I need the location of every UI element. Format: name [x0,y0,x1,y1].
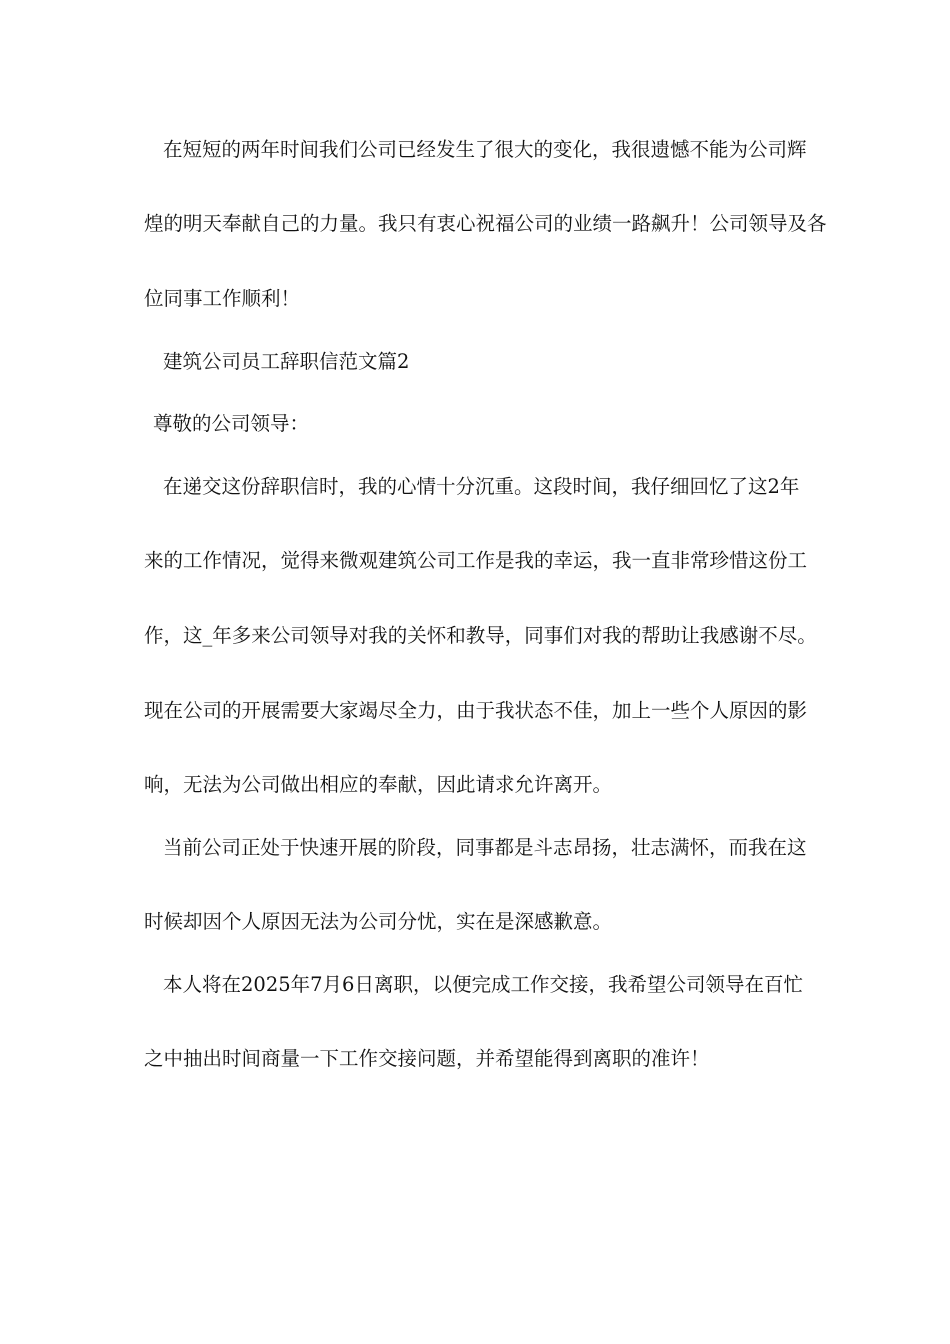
paragraph-2-line-1: 在递交这份辞职信时，我的心情十分沉重。这段时间，我仔细回忆了这2年 [163,475,800,498]
paragraph-1-line-1: 在短短的两年时间我们公司已经发生了很大的变化，我很遗憾不能为公司辉 [163,138,807,161]
paragraph-3-line-2: 时候却因个人原因无法为公司分忧，实在是深感歉意。 [144,910,613,933]
paragraph-4-line-2: 之中抽出时间商量一下工作交接问题，并希望能得到离职的准许！ [144,1047,710,1070]
paragraph-2-line-2: 来的工作情况，觉得来微观建筑公司工作是我的幸运，我一直非常珍惜这份工 [144,549,808,572]
paragraph-1-line-3: 位同事工作顺利！ [144,287,301,310]
paragraph-3-line-1: 当前公司正处于快速开展的阶段，同事都是斗志昂扬，壮志满怀，而我在这 [163,836,807,859]
section-heading: 建筑公司员工辞职信范文篇2 [163,350,410,373]
paragraph-2-line-4: 现在公司的开展需要大家竭尽全力，由于我状态不佳，加上一些个人原因的影 [144,699,808,722]
paragraph-2-line-5: 响，无法为公司做出相应的奉献，因此请求允许离开。 [144,773,613,796]
salutation: 尊敬的公司领导： [153,412,310,435]
paragraph-1-line-2: 煌的明天奉献自己的力量。我只有衷心祝福公司的业绩一路飙升！公司领导及各 [144,212,827,235]
paragraph-4-line-1: 本人将在2025年7月6日离职，以便完成工作交接，我希望公司领导在百忙 [163,973,803,996]
paragraph-2-line-3: 作，这_年多来公司领导对我的关怀和教导，同事们对我的帮助让我感谢不尽。 [144,624,817,647]
